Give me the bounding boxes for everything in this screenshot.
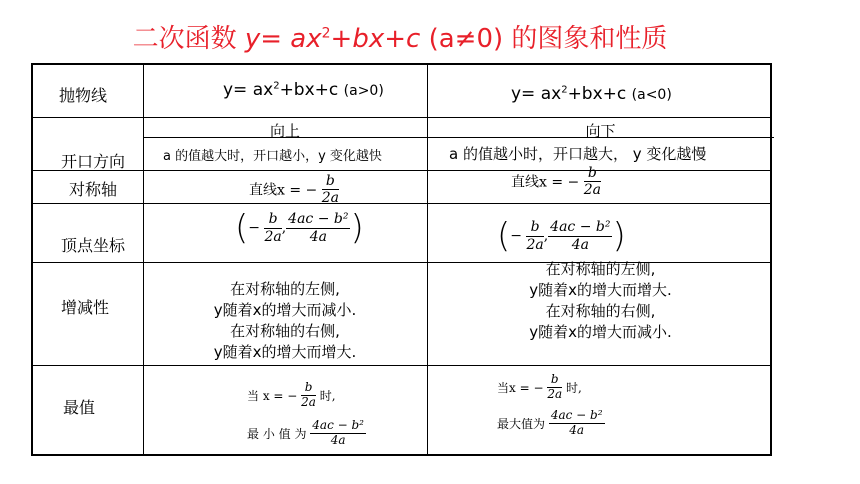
extreme-right-max-label: 最大值为 xyxy=(497,416,546,431)
axis-right-text: 直线x = − xyxy=(511,174,580,191)
right-formula-main: y= ax xyxy=(511,84,562,104)
vertex-left-close-paren: ) xyxy=(350,208,364,248)
vertex-left-minus: − xyxy=(248,220,260,236)
row-label-extreme: 最值 xyxy=(63,398,96,417)
row-label-monotonic: 增减性 xyxy=(61,298,110,317)
extreme-left-den-2a: 2a xyxy=(301,394,316,409)
axis-right xyxy=(511,165,601,198)
vertex-right-num1: b xyxy=(526,219,543,236)
extreme-left-when-suffix: 时, xyxy=(319,388,336,403)
left-formula-main: y= ax xyxy=(223,80,274,100)
opening-down: 向下 xyxy=(585,122,616,140)
extreme-left-condition xyxy=(247,381,336,410)
axis-left-text: 直线x = − xyxy=(249,182,318,199)
opening-up-note: a 的值越大时，开口越小，y 变化越快 xyxy=(163,149,382,164)
title-condition: (a≠0) xyxy=(420,24,512,54)
monotonic-left-line-4: y随着x的增大而增大. xyxy=(213,343,357,361)
extreme-right-fraction-1 xyxy=(547,373,562,402)
monotonic-right-line-4: y随着x的增大而减小. xyxy=(529,323,672,341)
vertex-right-fraction-1 xyxy=(526,219,543,252)
extreme-left-num-b: b xyxy=(301,381,316,396)
properties-table xyxy=(31,63,772,456)
extreme-right-num-val: 4ac − b² xyxy=(550,408,603,422)
formula-a-positive xyxy=(223,80,384,100)
extreme-right-den-val: 4a xyxy=(569,422,585,437)
monotonic-left-line-2: y随着x的增大而减小. xyxy=(213,301,357,319)
formula-a-negative xyxy=(511,84,672,104)
left-formula-rest: +bx+c xyxy=(279,80,339,100)
vertex-left-den2: 4a xyxy=(309,228,327,245)
title-y: y xyxy=(244,24,261,54)
axis-right-den: 2a xyxy=(583,182,601,199)
extreme-right-den-2a: 2a xyxy=(547,386,563,401)
monotonic-right-line-2: y随着x的增大而增大. xyxy=(529,281,672,299)
row-label-axis: 对称轴 xyxy=(69,180,118,199)
page-title xyxy=(0,18,800,55)
extreme-right-when-suffix: 时, xyxy=(565,380,582,395)
axis-left-den: 2a xyxy=(321,190,339,207)
row-label-parabola: 抛物线 xyxy=(59,86,108,105)
extreme-right-num-b: b xyxy=(547,373,562,388)
left-formula-sup: 2 xyxy=(273,80,280,92)
right-formula-rest: +bx+c xyxy=(567,84,627,104)
vertex-right-fraction-2 xyxy=(548,219,612,252)
vertex-right-minus: − xyxy=(510,228,522,244)
monotonic-left-line-1: 在对称轴的左侧, xyxy=(230,280,340,298)
row-label-opening: 开口方向 xyxy=(61,152,126,171)
title-suffix: 的图象和性质 xyxy=(511,24,668,54)
title-prefix: 二次函数 xyxy=(132,24,245,54)
vertex-right-close-paren: ) xyxy=(612,216,626,256)
extreme-left-fraction-1 xyxy=(301,381,316,410)
vertex-left xyxy=(235,208,364,248)
row-label-vertex: 顶点坐标 xyxy=(61,236,126,255)
extreme-right-when: 当x = − xyxy=(497,380,544,395)
axis-right-num: b xyxy=(584,165,601,182)
axis-left-fraction xyxy=(322,173,339,206)
monotonic-right-line-3: 在对称轴的右侧, xyxy=(545,302,656,320)
extreme-right-value xyxy=(497,409,605,438)
extreme-left-when: 当 x = − xyxy=(247,388,298,403)
monotonic-right-line-1: 在对称轴的左侧, xyxy=(545,260,656,278)
axis-left xyxy=(249,173,339,206)
vertex-left-open-paren: ( xyxy=(235,208,249,248)
row-divider-1 xyxy=(33,117,770,118)
extreme-left-fraction-2 xyxy=(310,419,366,448)
vertex-left-fraction-1 xyxy=(264,211,281,244)
left-formula-condition: (a>0) xyxy=(343,83,384,99)
vertex-right-den1: 2a xyxy=(526,236,544,253)
vertex-left-fraction-2 xyxy=(286,211,350,244)
monotonic-right xyxy=(427,259,774,343)
vertex-right-den2: 4a xyxy=(571,236,589,253)
vertex-left-num2: 4ac − b² xyxy=(288,211,349,228)
axis-right-fraction xyxy=(584,165,601,198)
row-divider-3 xyxy=(33,203,770,204)
vertex-left-num1: b xyxy=(264,211,281,228)
monotonic-left-line-3: 在对称轴的右侧, xyxy=(230,322,340,340)
right-formula-condition: (a<0) xyxy=(631,87,672,103)
title-sup: 2 xyxy=(321,25,331,42)
axis-left-num: b xyxy=(322,173,339,190)
extreme-right-fraction-2 xyxy=(549,409,605,438)
vertex-right-open-paren: ( xyxy=(497,216,511,256)
row-divider-2 xyxy=(33,170,770,171)
extreme-left-num-val: 4ac − b² xyxy=(312,418,364,432)
title-bx: +bx+c xyxy=(330,24,421,54)
vertex-right-comma: , xyxy=(543,228,549,244)
monotonic-left xyxy=(143,279,427,363)
row-divider-5 xyxy=(33,365,770,366)
opening-up: 向上 xyxy=(269,122,300,140)
vertex-right-num2: 4ac − b² xyxy=(550,219,611,236)
title-eq: = xyxy=(260,24,291,54)
extreme-left-den-val: 4a xyxy=(330,432,346,447)
vertex-left-comma: , xyxy=(281,220,287,236)
vertex-left-den1: 2a xyxy=(264,228,282,245)
right-formula-sup: 2 xyxy=(561,84,568,96)
title-ax: ax xyxy=(290,24,322,54)
vertex-right xyxy=(497,216,626,256)
opening-down-note: a 的值越小时，开口越大， y 变化越慢 xyxy=(449,145,707,163)
extreme-left-value xyxy=(247,419,366,448)
extreme-right-condition xyxy=(497,373,582,402)
extreme-left-min-label: 最 小 值 为 xyxy=(247,426,307,441)
